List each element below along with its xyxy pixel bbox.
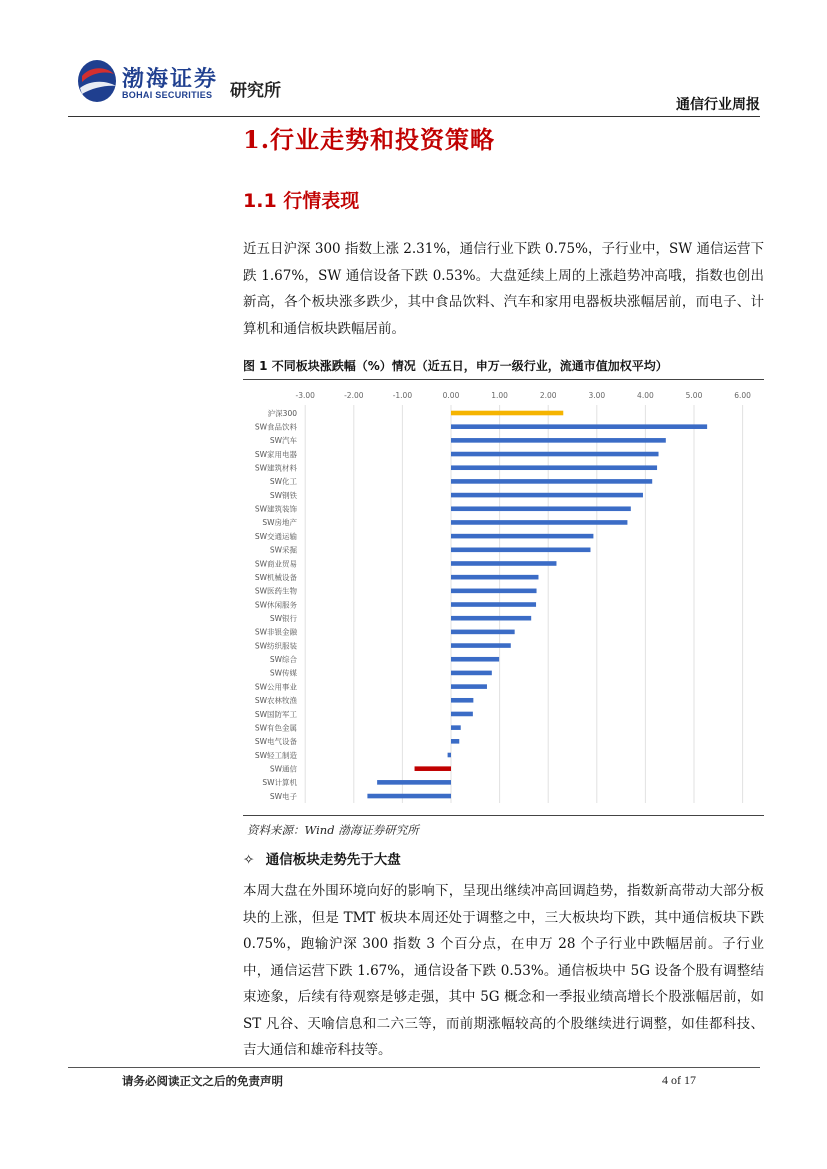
category-label: SW纺织服装: [254, 641, 297, 651]
company-logo: [76, 58, 316, 108]
bar: [451, 725, 461, 730]
bar: [451, 548, 590, 553]
figure-source: 资料来源：Wind 渤海证券研究所: [247, 823, 419, 837]
x-tick-label: 4.00: [637, 391, 654, 400]
bar: [451, 424, 707, 429]
category-label: SW采掘: [269, 545, 297, 555]
category-label: SW轻工制造: [254, 750, 297, 760]
bar: [451, 465, 657, 470]
bar: [451, 438, 666, 443]
category-label: SW银行: [269, 614, 297, 623]
category-label: SW有色金属: [254, 723, 297, 733]
disclaimer-text: 请务必阅读正文之后的免责声明: [122, 1074, 283, 1088]
category-label: SW农林牧渔: [254, 696, 297, 706]
bar: [451, 739, 459, 744]
category-label: SW食品饮料: [254, 422, 297, 432]
bar: [451, 630, 515, 635]
category-label: SW通信: [269, 764, 297, 774]
bar: [451, 589, 537, 594]
figure-bottom-rule: [243, 815, 764, 816]
page-number: 4 of 17: [662, 1073, 696, 1087]
footer-divider: [68, 1067, 760, 1068]
bar: [448, 753, 451, 758]
x-tick-label: -3.00: [295, 391, 315, 400]
category-label: SW国防军工: [254, 709, 297, 719]
category-label: SW家用电器: [254, 449, 297, 459]
section-heading: 1.行业走势和投资策略: [243, 125, 496, 154]
x-tick-label: -2.00: [344, 391, 364, 400]
category-label: SW综合: [269, 655, 297, 665]
institute-label: 研究所: [230, 81, 281, 101]
category-label: SW钢铁: [269, 490, 297, 500]
category-label: SW医药生物: [254, 586, 297, 596]
bar: [451, 520, 627, 525]
bar: [451, 493, 643, 498]
subsection-heading: 1.1 行情表现: [243, 190, 360, 212]
company-name-cn: 渤海证券: [122, 67, 219, 92]
category-label: SW电子: [269, 791, 297, 801]
header-divider: [68, 116, 760, 117]
category-label: SW非银金融: [254, 627, 297, 637]
category-label: SW传媒: [269, 668, 297, 678]
bar: [451, 479, 652, 484]
bar: [451, 561, 556, 566]
category-label: SW化工: [269, 477, 297, 487]
figure-top-rule: [243, 379, 764, 380]
bar: [451, 506, 631, 511]
bar: [415, 766, 451, 771]
x-tick-label: 1.00: [491, 391, 508, 400]
category-label: SW公用事业: [254, 682, 297, 692]
category-label: SW休闲服务: [254, 600, 297, 610]
category-label: SW汽车: [269, 436, 297, 446]
x-tick-label: 2.00: [539, 391, 557, 400]
bar: [451, 671, 492, 676]
bar: [451, 712, 473, 717]
report-type: 通信行业周报: [676, 97, 760, 113]
sector-analysis-paragraph: 本周大盘在外围环境向好的影响下，呈现出继续冲高回调趋势，指数新高带动大部分板块的上涨，但是 TMT 板块本周还处于调整之中，三大板块均下跌，其中通信板块下跌 0.75%，跑输沪深 300 指数 3 个百分点，在申万 28 个子行业中跌幅居前。子行业中，通信运营下跌 1.67%，通信设备下跌 0.53%。通信板块中 5G 设备个股有调整结束迹象，后续有待观察是够走强，其中 5G 概念和一季报业绩高增长个股涨幅居前，如 ST 凡谷、天喻信息和二六三等，而前期涨幅较高的个股继续进行调整，如佳都科技、吉大通信和雄帝科技等。: [243, 883, 764, 1058]
bohai-logo-mark-icon: [76, 58, 118, 104]
bar: [451, 657, 499, 662]
bar: [451, 698, 473, 703]
category-label: SW房地产: [262, 518, 297, 528]
x-tick-label: 6.00: [734, 391, 751, 400]
bar: [451, 684, 487, 689]
bar: [377, 780, 451, 785]
category-label: SW商业贸易: [254, 559, 297, 569]
bar: [451, 575, 538, 580]
bar: [451, 616, 531, 621]
figure-title: 图 1 不同板块涨跌幅（%）情况（近五日，申万一级行业，流通市值加权平均）: [243, 359, 668, 373]
x-tick-label: 3.00: [588, 391, 606, 400]
category-label: SW交通运输: [254, 531, 297, 541]
bar: [451, 452, 659, 457]
category-label: SW机械设备: [254, 572, 297, 582]
category-label: SW建筑材料: [254, 463, 297, 473]
sector-change-bar-chart: [243, 383, 764, 813]
category-label: SW建筑装饰: [254, 504, 297, 514]
x-tick-label: 5.00: [685, 391, 703, 400]
category-label: 沪深300: [267, 408, 297, 418]
bar: [451, 411, 563, 416]
bar: [367, 794, 451, 799]
category-label: SW计算机: [262, 778, 297, 788]
bar: [451, 643, 511, 648]
bar: [451, 602, 536, 607]
x-tick-label: 0.00: [442, 391, 460, 400]
company-name-en: BOHAI SECURITIES: [122, 90, 213, 100]
market-summary-paragraph: 近五日沪深 300 指数上涨 2.31%，通信行业下跌 0.75%，子行业中，SW 通信运营下跌 1.67%，SW 通信设备下跌 0.53%。大盘延续上周的上涨趋势冲高哦，指数也创出新高，各个板块涨多跌少，其中食品饮料、汽车和家用电器板块涨幅居前，而电子、计算机和通信板块跌幅居前。: [243, 241, 764, 337]
diamond-outline-icon: ✧: [243, 852, 255, 868]
bullet-heading-text: 通信板块走势先于大盘: [265, 852, 401, 868]
bar: [451, 534, 593, 539]
bullet-heading: [243, 848, 401, 868]
category-label: SW电气设备: [254, 737, 297, 747]
x-tick-label: -1.00: [392, 391, 413, 400]
